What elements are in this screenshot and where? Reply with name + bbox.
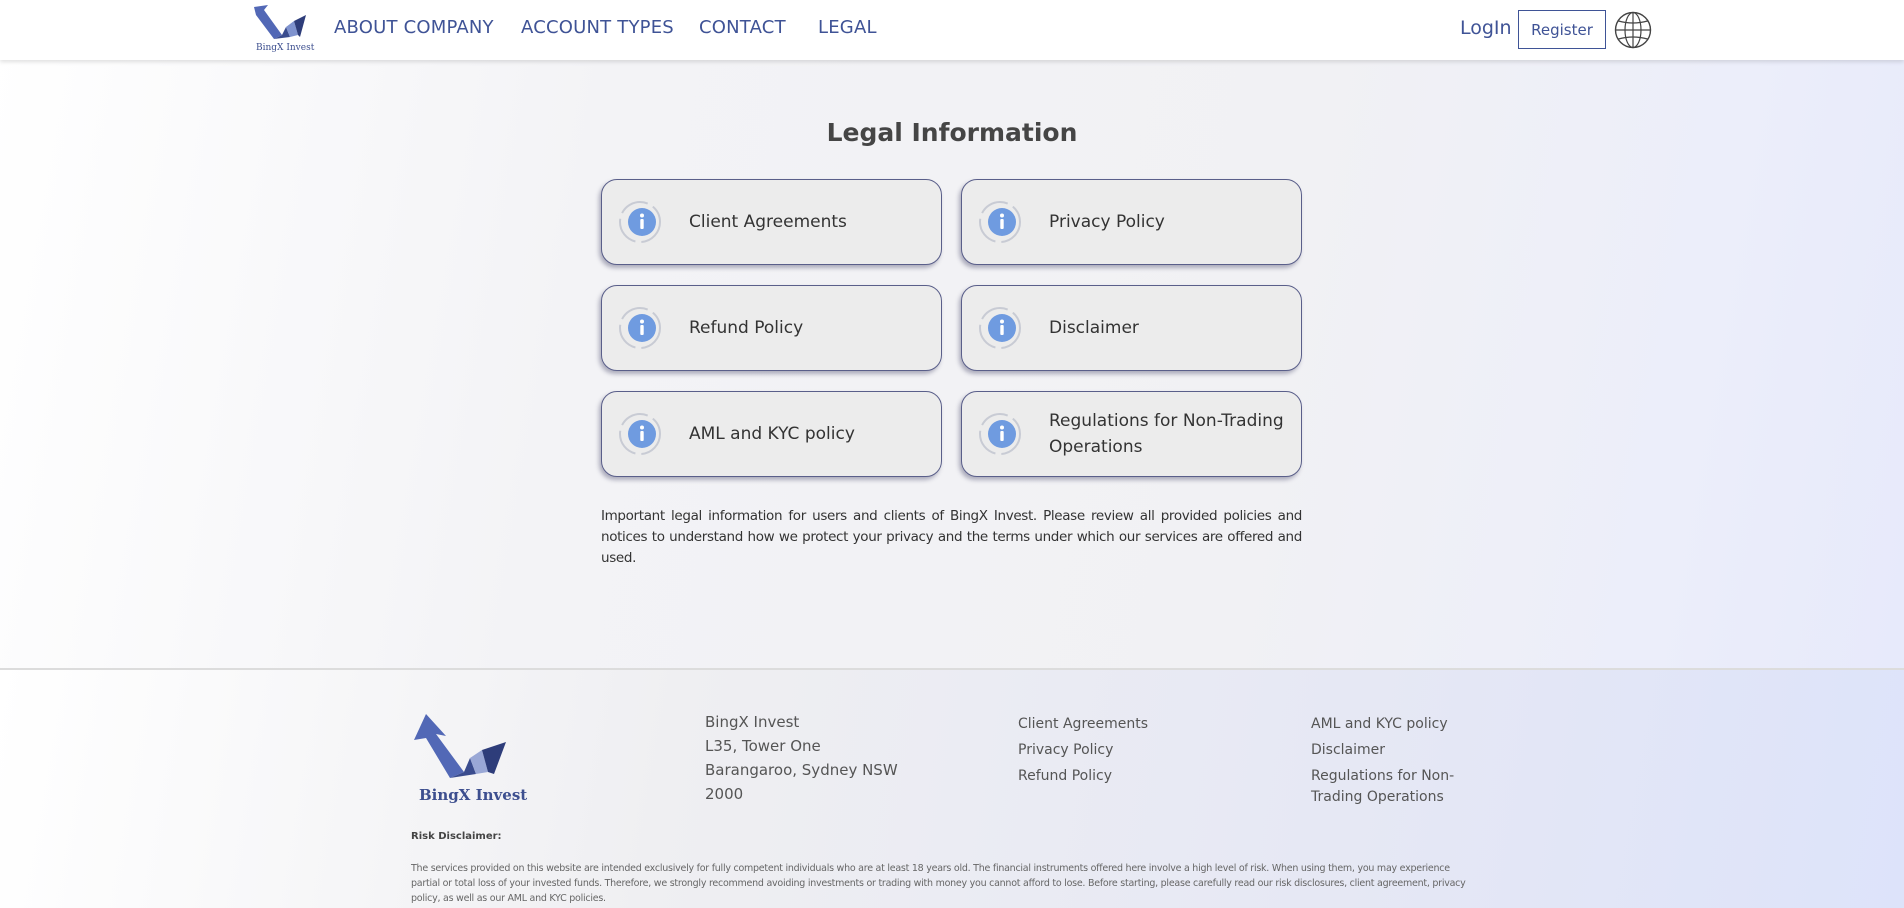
info-icon (618, 412, 662, 456)
page-title: Legal Information (826, 118, 1078, 147)
footer-link-privacy-policy[interactable]: Privacy Policy (1018, 742, 1114, 758)
card-non-trading-regulations[interactable] (961, 391, 1302, 477)
login-link[interactable]: LogIn (1460, 17, 1512, 39)
address-line: BingX Invest (705, 713, 800, 731)
logo-mark-icon (410, 712, 510, 784)
footer-link-non-trading-regulations[interactable]: Regulations for Non-Trading Operations (1311, 768, 1455, 805)
header-logo-text: BingX Invest (256, 43, 315, 53)
footer-link-disclaimer[interactable]: Disclaimer (1311, 742, 1386, 758)
card-label: Refund Policy (689, 318, 804, 338)
footer-logo-text: BingX Invest (419, 786, 528, 804)
card-privacy-policy[interactable] (961, 179, 1302, 265)
footer-link-client-agreements[interactable]: Client Agreements (1018, 716, 1149, 732)
address-line: L35, Tower One (705, 737, 821, 755)
card-label: Client Agreements (689, 212, 847, 232)
info-icon (978, 200, 1022, 244)
info-icon (618, 306, 662, 350)
card-refund-policy[interactable] (601, 285, 942, 371)
card-aml-kyc-policy[interactable] (601, 391, 942, 477)
footer-logo[interactable] (410, 712, 528, 808)
card-label: AML and KYC policy (689, 424, 855, 444)
globe-icon[interactable] (1614, 11, 1652, 49)
card-label: Disclaimer (1049, 318, 1139, 338)
risk-disclaimer-text: The services provided on this website are intended exclusively for fully competent individuals who are at least 18 years old. The financial instruments offered here involve a high level of risk. When using them, you may experience partial or total loss of your invested funds. Therefore, we strongly recommend avoiding investments or trading with money you cannot afford to lose. Before starting, please carefully read our risk disclosures, client agreement, privacy policy, as well as our AML and KYC policies. (411, 863, 1466, 904)
info-icon (978, 306, 1022, 350)
footer-links-column-1 (1018, 714, 1148, 792)
address-line: 2000 (705, 785, 744, 803)
card-client-agreements[interactable] (601, 179, 942, 265)
card-label: Regulations for Non-Trading Operations (1049, 411, 1284, 457)
risk-disclaimer-title: Risk Disclaimer: (411, 831, 502, 842)
legal-intro-text: Important legal information for users and clients of BingX Invest. Please review all provided policies and notices to understand how we protect your privacy and the terms under which our services are offered and used. (601, 508, 1302, 566)
footer-link-refund-policy[interactable]: Refund Policy (1018, 768, 1112, 784)
site-header (0, 0, 1904, 60)
nav-about-company[interactable]: ABOUT COMPANY (334, 17, 494, 38)
card-label: Privacy Policy (1049, 212, 1165, 232)
nav-legal[interactable]: LEGAL (818, 17, 877, 38)
header-logo[interactable] (250, 5, 315, 55)
footer-address (705, 710, 905, 806)
nav-contact[interactable]: CONTACT (699, 17, 786, 38)
footer-links-column-2 (1311, 714, 1481, 813)
footer-link-aml-kyc[interactable]: AML and KYC policy (1311, 716, 1448, 732)
logo-mark-icon (252, 5, 310, 43)
register-button[interactable]: Register (1518, 10, 1606, 49)
card-disclaimer[interactable] (961, 285, 1302, 371)
nav-account-types[interactable]: ACCOUNT TYPES (521, 17, 674, 38)
address-line: Barangaroo, Sydney NSW (705, 761, 898, 779)
info-icon (978, 412, 1022, 456)
info-icon (618, 200, 662, 244)
